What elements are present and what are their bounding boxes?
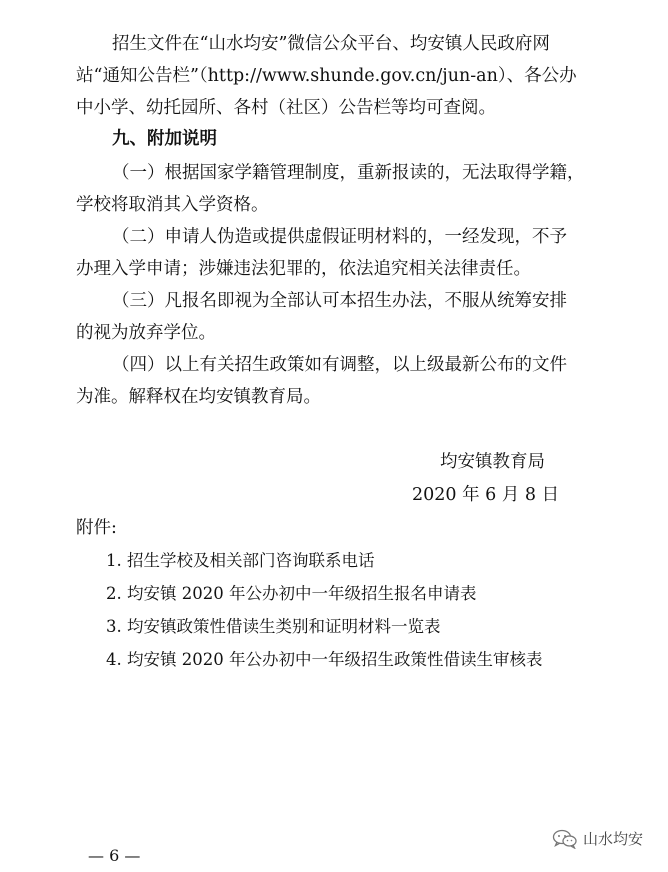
item3-line-1: （三）凡报名即视为全部认可本招生办法，不服从统筹安排 bbox=[112, 291, 567, 311]
item2-line-2: 办理入学申请；涉嫌违法犯罪的，依法追究相关法律责任。 bbox=[76, 259, 531, 279]
item1-line-2: 学校将取消其入学资格。 bbox=[76, 195, 269, 215]
item1-line-1: （一）根据国家学籍管理制度，重新报读的，无法取得学籍， bbox=[112, 163, 585, 183]
signature-date: 2020 年 6 月 8 日 bbox=[412, 485, 560, 505]
signature-org: 均安镇教育局 bbox=[440, 452, 545, 472]
attachment-item-2: 2. 均安镇 2020 年公办初中一年级招生报名申请表 bbox=[106, 584, 477, 603]
attachment-item-4: 4. 均安镇 2020 年公办初中一年级招生政策性借读生审核表 bbox=[106, 650, 543, 669]
intro-line-1: 招生文件在“山水均安”微信公众平台、均安镇人民政府网 bbox=[112, 34, 550, 54]
item3-line-2: 的视为放弃学位。 bbox=[76, 323, 216, 343]
page-number: — 6 — bbox=[88, 846, 141, 865]
item2-line-1: （二）申请人伪造或提供虚假证明材料的，一经发现，不予 bbox=[112, 227, 567, 247]
attachments-label: 附件: bbox=[76, 518, 117, 538]
attachment-item-1: 1. 招生学校及相关部门咨询联系电话 bbox=[106, 551, 375, 570]
item4-line-2: 为准。解释权在均安镇教育局。 bbox=[76, 387, 321, 407]
wechat-icon bbox=[552, 829, 578, 849]
intro-line-3: 中小学、幼托园所、各村（社区）公告栏等均可查阅。 bbox=[76, 98, 496, 118]
intro-line-2: 站“通知公告栏”（http://www.shunde.gov.cn/jun-an）、各公办 bbox=[76, 66, 577, 86]
attachment-item-3: 3. 均安镇政策性借读生类别和证明材料一览表 bbox=[106, 617, 441, 636]
item4-line-1: （四）以上有关招生政策如有调整，以上级最新公布的文件 bbox=[112, 355, 567, 375]
watermark-text: 山水均安 bbox=[583, 830, 644, 848]
wechat-watermark bbox=[552, 828, 643, 849]
section-heading: 九、附加说明 bbox=[112, 129, 217, 149]
